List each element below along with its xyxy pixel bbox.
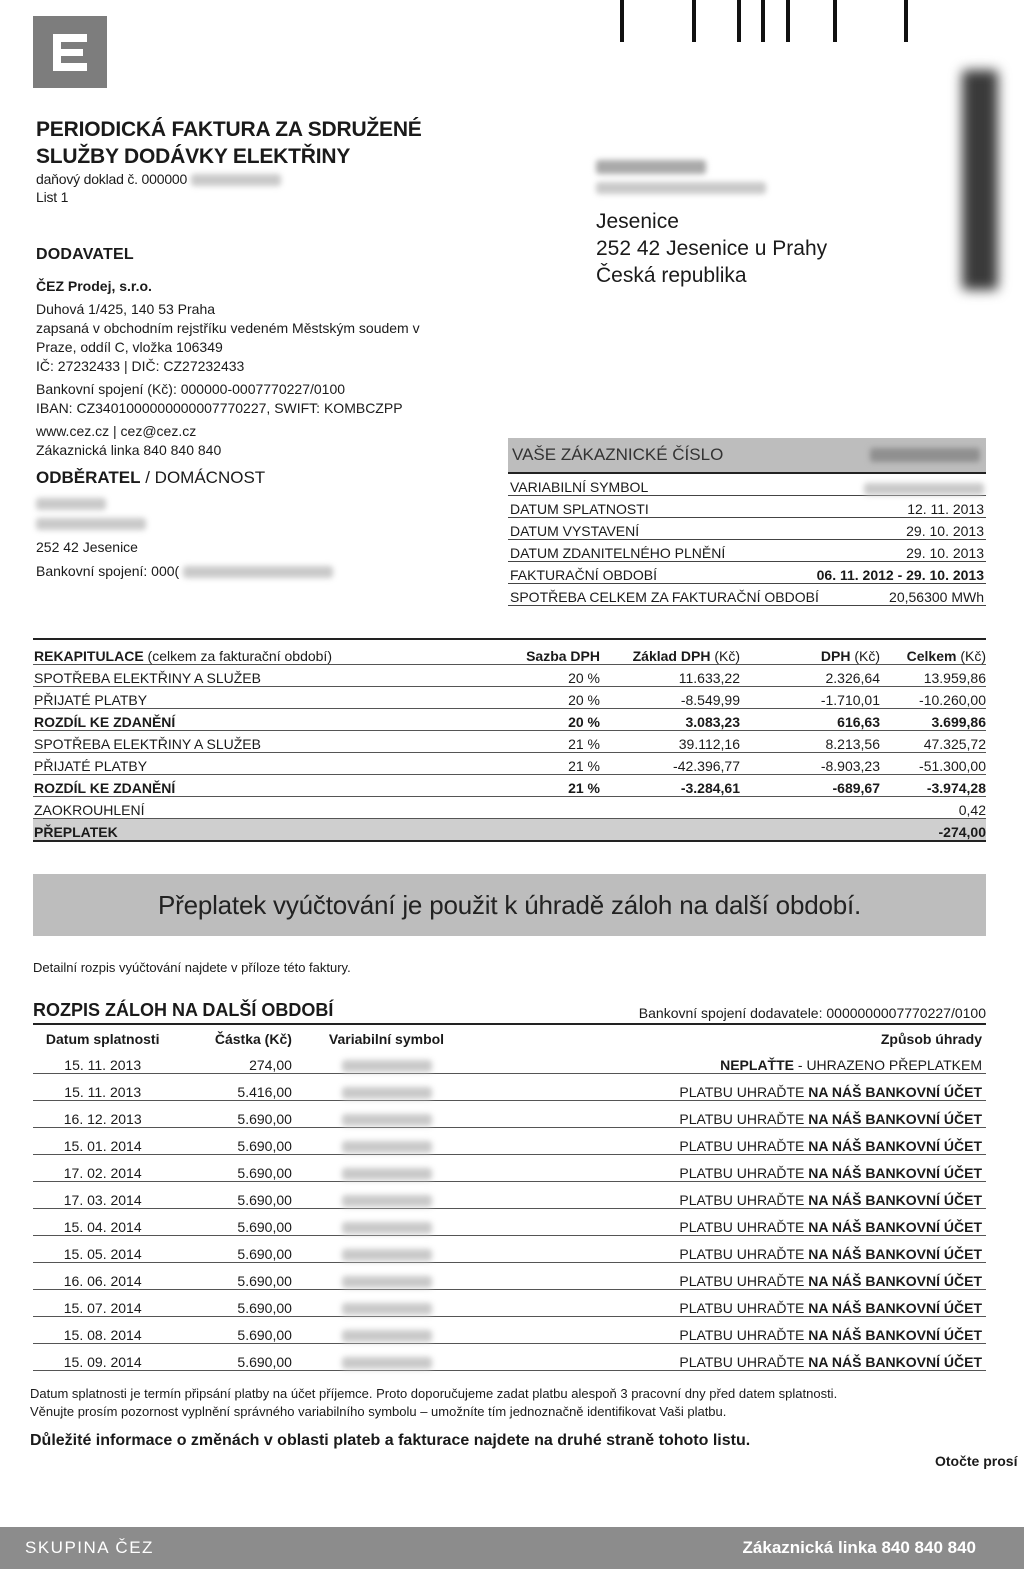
table-row xyxy=(33,1101,986,1128)
recap-table xyxy=(33,638,986,842)
due-date: 17. 02. 2014 xyxy=(63,1165,142,1181)
payment-method: PLATBU UHRAĎTE NA NÁŠ BANKOVNÍ ÚČET xyxy=(679,1192,982,1208)
barcode xyxy=(620,0,920,42)
supplier-details xyxy=(36,300,476,460)
invoice-title xyxy=(36,116,456,206)
table-row xyxy=(33,1182,986,1209)
amount: 5.690,00 xyxy=(237,1111,292,1127)
payment-method: PLATBU UHRAĎTE NA NÁŠ BANKOVNÍ ÚČET xyxy=(679,1354,982,1370)
footer-group-name: SKUPINA ČEZ xyxy=(25,1538,154,1557)
payment-method: PLATBU UHRAĎTE NA NÁŠ BANKOVNÍ ÚČET xyxy=(679,1138,982,1154)
redacted-variable-symbol xyxy=(342,1114,432,1126)
redacted-customer-number xyxy=(870,448,980,462)
due-date: 17. 03. 2014 xyxy=(63,1192,142,1208)
info-row-billing-period: FAKTURAČNÍ OBDOBÍ 06. 11. 2012 - 29. 10. 2013 xyxy=(508,562,986,584)
table-row: PŘIJATÉ PLATBY 20 % -8.549,99 -1.710,01 -10.260,00 xyxy=(33,687,986,709)
advances-header-row: Datum splatnosti Částka (Kč) Variabilní symbol Způsob úhrady xyxy=(45,1031,982,1047)
redacted-variable-symbol xyxy=(342,1276,432,1288)
due-date: 15. 11. 2013 xyxy=(64,1084,142,1100)
variable-symbol xyxy=(292,1327,481,1343)
info-row-consumption: SPOTŘEBA CELKEM ZA FAKTURAČNÍ OBDOBÍ 20,56300 MWh xyxy=(508,584,986,606)
redacted-number xyxy=(191,174,281,186)
amount: 5.690,00 xyxy=(237,1300,292,1316)
due-date: 15. 04. 2014 xyxy=(63,1219,142,1235)
payment-method: PLATBU UHRAĎTE NA NÁŠ BANKOVNÍ ÚČET xyxy=(679,1219,982,1235)
recap-header-row: REKAPITULACE (celkem za fakturační období) Sazba DPH Základ DPH (Kč) DPH (Kč) Celkem (Kč) xyxy=(33,640,986,665)
redacted-variable-symbol xyxy=(864,483,984,495)
supplier-bank-account: Bankovní spojení dodavatele: 0000000007770227/0100 xyxy=(638,1005,986,1021)
redacted-variable-symbol xyxy=(342,1060,432,1072)
sheet-number: List 1 xyxy=(36,189,69,205)
table-row: ROZDÍL KE ZDANĚNÍ 21 % -3.284,61 -689,67 -3.974,28 xyxy=(33,775,986,797)
table-row xyxy=(33,1317,986,1344)
advances-title: ROZPIS ZÁLOH NA DALŠÍ OBDOBÍ xyxy=(33,1000,334,1020)
amount: 5.690,00 xyxy=(237,1246,292,1262)
amount: 5.690,00 xyxy=(237,1327,292,1343)
customer-info-box xyxy=(508,438,986,606)
due-date: 15. 05. 2014 xyxy=(63,1246,142,1262)
note-line: Datum splatnosti je termín připsání platby na účet příjemce. Proto doporučujeme zadat platbu alespoň 3 pracovní dny před datem splatnosti. xyxy=(30,1386,838,1401)
redacted-recipient-name xyxy=(596,160,766,194)
amount: 274,00 xyxy=(249,1057,292,1073)
important-info: Důležité informace o změnách v oblasti plateb a fakturace najdete na druhé straně tohoto listu. xyxy=(30,1432,751,1449)
overpayment-row: PŘEPLATEK -274,00 xyxy=(33,819,986,842)
redacted-variable-symbol xyxy=(342,1168,432,1180)
redacted-variable-symbol xyxy=(342,1357,432,1369)
title-line-1: PERIODICKÁ FAKTURA ZA SDRUŽENÉ xyxy=(36,118,422,141)
cez-logo xyxy=(33,16,107,88)
supplier-line: Praze, oddíl C, vložka 106349 xyxy=(36,339,223,355)
redacted-variable-symbol xyxy=(342,1141,432,1153)
payment-note xyxy=(30,1385,837,1421)
recipient-line: 252 42 Jesenice u Prahy xyxy=(596,237,828,260)
customer-number-heading: VAŠE ZÁKAZNICKÉ ČÍSLO xyxy=(508,438,986,474)
redacted-variable-symbol xyxy=(342,1195,432,1207)
amount: 5.690,00 xyxy=(237,1192,292,1208)
payment-method: PLATBU UHRAĎTE NA NÁŠ BANKOVNÍ ÚČET xyxy=(679,1246,982,1262)
amount: 5.416,00 xyxy=(237,1084,292,1100)
supplier-name: ČEZ Prodej, s.r.o. xyxy=(36,278,152,294)
amount: 5.690,00 xyxy=(237,1138,292,1154)
redacted-variable-symbol xyxy=(342,1330,432,1342)
payment-method: PLATBU UHRAĎTE NA NÁŠ BANKOVNÍ ÚČET xyxy=(679,1300,982,1316)
table-row: SPOTŘEBA ELEKTŘINY A SLUŽEB 21 % 39.112,16 8.213,56 47.325,72 xyxy=(33,731,986,753)
payment-method: PLATBU UHRAĎTE NA NÁŠ BANKOVNÍ ÚČET xyxy=(679,1327,982,1343)
customer-heading-rest: / DOMÁCNOST xyxy=(140,468,266,487)
table-row xyxy=(33,1290,986,1317)
redacted-bank xyxy=(183,566,333,578)
info-row-variable-symbol: VARIABILNÍ SYMBOL xyxy=(508,474,986,496)
redacted-variable-symbol xyxy=(342,1249,432,1261)
table-row xyxy=(33,1263,986,1290)
redacted-customer-name xyxy=(36,498,146,530)
due-date: 15. 01. 2014 xyxy=(63,1138,142,1154)
table-row xyxy=(33,1155,986,1182)
supplier-heading: DODAVATEL xyxy=(36,246,134,263)
amount: 5.690,00 xyxy=(237,1354,292,1370)
overpayment-banner: Přeplatek vyúčtování je použit k úhradě záloh na další období. xyxy=(33,874,986,936)
customer-city: 252 42 Jesenice xyxy=(36,539,138,555)
amount: 5.690,00 xyxy=(237,1165,292,1181)
footer-hotline: Zákaznická linka 840 840 840 xyxy=(742,1538,976,1557)
table-row xyxy=(33,1236,986,1263)
tax-document-number: daňový doklad č. 000000 xyxy=(36,171,188,187)
supplier-line: Zákaznická linka 840 840 840 xyxy=(36,442,222,458)
table-row: PŘIJATÉ PLATBY 21 % -42.396,77 -8.903,23 -51.300,00 xyxy=(33,753,986,775)
table-row: SPOTŘEBA ELEKTŘINY A SLUŽEB 20 % 11.633,22 2.326,64 13.959,86 xyxy=(33,665,986,687)
supplier-line: IBAN: CZ3401000000000007770227, SWIFT: KOMBCZPP xyxy=(36,400,403,416)
customer-bank xyxy=(36,562,333,581)
supplier-line: Bankovní spojení (Kč): 000000-0007770227/0100 xyxy=(36,381,346,397)
cez-logo-icon xyxy=(33,16,107,88)
table-row: ZAOKROUHLENÍ 0,42 xyxy=(33,797,986,819)
title-line-2: SLUŽBY DODÁVKY ELEKTŘINY xyxy=(36,145,351,168)
variable-symbol xyxy=(292,1165,481,1181)
payment-method: PLATBU UHRAĎTE NA NÁŠ BANKOVNÍ ÚČET xyxy=(679,1111,982,1127)
turn-over-note: Otočte prosí xyxy=(935,1453,1018,1469)
advances-header xyxy=(33,1000,986,1025)
table-row xyxy=(33,1047,986,1074)
redacted-edge xyxy=(962,70,998,290)
due-date: 16. 12. 2013 xyxy=(63,1111,142,1127)
variable-symbol xyxy=(292,1084,481,1100)
amount: 5.690,00 xyxy=(237,1273,292,1289)
redacted-variable-symbol xyxy=(342,1087,432,1099)
table-row xyxy=(33,1209,986,1236)
due-date: 15. 11. 2013 xyxy=(64,1057,142,1073)
info-row-taxable-date: DATUM ZDANITELNÉHO PLNĚNÍ 29. 10. 2013 xyxy=(508,540,986,562)
payment-method: PLATBU UHRAĎTE NA NÁŠ BANKOVNÍ ÚČET xyxy=(679,1165,982,1181)
detail-note: Detailní rozpis vyúčtování najdete v příloze této faktury. xyxy=(33,960,351,975)
note-line: Věnujte prosím pozornost vyplnění správného variabilního symbolu – umožníte tím jednoznačně identifikovat Vaši platbu. xyxy=(30,1404,727,1419)
redacted-variable-symbol xyxy=(342,1303,432,1315)
supplier-line: IČ: 27232433 | DIČ: CZ27232433 xyxy=(36,358,245,374)
variable-symbol xyxy=(292,1300,481,1316)
customer-heading xyxy=(36,468,265,488)
advances-rows xyxy=(33,1047,986,1371)
due-date: 15. 07. 2014 xyxy=(63,1300,142,1316)
redacted-variable-symbol xyxy=(342,1222,432,1234)
table-row xyxy=(33,1344,986,1371)
footer-band xyxy=(0,1527,1024,1569)
table-row: ROZDÍL KE ZDANĚNÍ 20 % 3.083,23 616,63 3.699,86 xyxy=(33,709,986,731)
supplier-line: zapsaná v obchodním rejstříku vedeném Městským soudem v xyxy=(36,320,420,336)
recipient-address xyxy=(596,208,827,289)
payment-method: PLATBU UHRAĎTE NA NÁŠ BANKOVNÍ ÚČET xyxy=(679,1084,982,1100)
variable-symbol xyxy=(292,1246,481,1262)
table-row xyxy=(33,1128,986,1155)
variable-symbol xyxy=(292,1273,481,1289)
variable-symbol xyxy=(292,1057,481,1073)
info-row-due-date: DATUM SPLATNOSTI 12. 11. 2013 xyxy=(508,496,986,518)
variable-symbol xyxy=(292,1138,481,1154)
customer-heading-bold: ODBĚRATEL xyxy=(36,468,141,487)
variable-symbol xyxy=(292,1219,481,1235)
info-row-issue-date: DATUM VYSTAVENÍ 29. 10. 2013 xyxy=(508,518,986,540)
supplier-line: Duhová 1/425, 140 53 Praha xyxy=(36,301,216,317)
advances-table xyxy=(33,1030,986,1371)
supplier-line: www.cez.cz | cez@cez.cz xyxy=(36,423,197,439)
customer-bank-label: Bankovní spojení: 000( xyxy=(36,563,180,579)
amount: 5.690,00 xyxy=(237,1219,292,1235)
variable-symbol xyxy=(292,1111,481,1127)
due-date: 15. 08. 2014 xyxy=(63,1327,142,1343)
due-date: 16. 06. 2014 xyxy=(63,1273,142,1289)
recipient-line: Česká republika xyxy=(596,264,747,287)
due-date: 15. 09. 2014 xyxy=(63,1354,142,1370)
recipient-line: Jesenice xyxy=(596,210,679,233)
variable-symbol xyxy=(292,1354,481,1370)
table-row xyxy=(33,1074,986,1101)
variable-symbol xyxy=(292,1192,481,1208)
payment-method: NEPLAŤTE - UHRAZENO PŘEPLATKEM xyxy=(720,1057,982,1073)
payment-method: PLATBU UHRAĎTE NA NÁŠ BANKOVNÍ ÚČET xyxy=(679,1273,982,1289)
